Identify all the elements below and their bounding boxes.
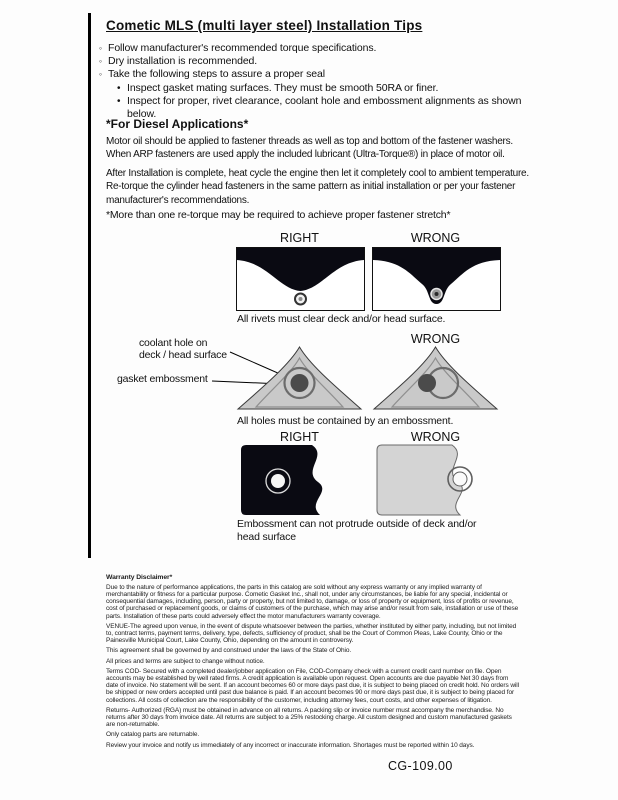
rivet-right-illustration <box>237 248 364 310</box>
row1-wrong-label: WRONG <box>410 231 461 245</box>
bullet-marker: • <box>117 82 121 94</box>
left-border-rule <box>88 13 91 558</box>
warranty-paragraph-4: All prices and terms are subject to change without notice. <box>106 657 265 665</box>
row1-caption: All rivets must clear deck and/or head surface. <box>237 313 446 325</box>
row2-wrong-label: WRONG <box>410 332 461 346</box>
diesel-paragraph-2: After Installation is complete, heat cycle the engine then let it completely cool to ambient temperature. Re-torque the cylinder head fasteners in the same pattern as initial installation or per your fastener manufacturer's recommendations. <box>106 168 529 206</box>
diagram-rivet-right <box>236 247 365 311</box>
warranty-paragraph-2: VENUE-The agreed upon venue, in the event of dispute whatsoever between the parties, whether instituted by either party, including, but not limited to, contract terms, payment terms, delivery, type, defects, sufficiency of product, shall be the Court of Common Pleas, Lake County, Ohio or the Painesville Municipal Court, Lake County, Ohio, depending on the amount in controversy. <box>106 622 517 645</box>
deck-surface-shape <box>237 248 364 291</box>
row2-caption: All holes must be contained by an embossment. <box>237 415 454 427</box>
warranty-paragraph-1: Due to the nature of performance applications, the parts in this catalog are sold without any express warranty or any implied warranty of merchantability or fitness for a particular purpose. Cometic Gasket Inc., shall not, under any circumstances, be liable for any special, incidental or consequential damages, including, person, party or property, but not limited to, damage, or loss of property or equipment, loss of profits or revenue, cost of purchased or replacement goods, or claims of customers of the purchase, which may arise and/or result from sale, installation or use of these parts. Installation of these parts could adversely effect the motor manufacturers warranty coverage. <box>106 583 519 620</box>
coolant-hole-shape <box>291 374 309 392</box>
embossment-right-illustration <box>236 345 363 411</box>
deck-edge-shape <box>377 445 462 515</box>
list-item <box>99 42 544 55</box>
warranty-paragraph-5: Terms COD- Secured with a completed dealer/jobber application on File, COD-Company check with a current credit card number on file. Open accounts may be established by well rated firms. A credit application is available upon request. Open accounts are due payable Net 30 days from date of invoice. No statement will be sent. If an account becomes 60 or more days past due, it is subject to being placed on credit hold. No orders will be shipped or new orders accepted until past due balance is paid. If an account becomes 90 or more days past due, it is subject to being placed for collections. All costs of collection are the responsibility of the customer, including attorney fees, court costs, and other expenses of litigation. <box>106 667 519 704</box>
warranty-paragraph-8: Review your invoice and notify us immediately of any incorrect or inaccurate information. Shortages must be reported within 10 days. <box>106 741 475 749</box>
rivet-center <box>435 292 439 296</box>
rivet-center <box>299 297 303 301</box>
callout-text-line: coolant hole on <box>139 337 208 349</box>
bullet-marker: • <box>117 95 121 107</box>
bullet-marker: ◦ <box>99 69 102 80</box>
list-item <box>99 68 544 81</box>
bullet-text: Inspect gasket mating surfaces. They must be smooth 50RA or finer. <box>127 81 439 94</box>
callout-text-line: deck / head surface <box>139 348 227 361</box>
diagram-protrusion-wrong <box>372 444 499 516</box>
warranty-heading: Warranty Disclaimer* <box>106 574 173 581</box>
callout-coolant-hole <box>139 338 227 361</box>
protrusion-right-illustration <box>236 444 363 516</box>
diesel-applications-heading: *For Diesel Applications* <box>106 117 249 131</box>
diagram-embossment-right <box>236 345 363 411</box>
diagram-protrusion-right <box>236 444 363 516</box>
list-item <box>117 82 544 95</box>
bullet-marker: ◦ <box>99 56 102 67</box>
diesel-paragraph-1: Motor oil should be applied to fastener threads as well as top and bottom of the fastener washers. When ARP fasteners are used apply the included lubricant (Ultra-Torque®) in place of motor oil. <box>106 136 513 161</box>
list-item <box>99 55 544 68</box>
row3-caption: Embossment can not protrude outside of deck and/or head surface <box>237 518 477 543</box>
gasket-corner-shape <box>374 347 497 409</box>
warranty-paragraph-3: This agreement shall be governed by and construed under the laws of the State of Ohio. <box>106 647 352 655</box>
callout-gasket-embossment: gasket embossment <box>117 373 208 385</box>
retorque-note: *More than one re-torque may be required to achieve proper fastener stretch* <box>106 209 451 221</box>
row1-right-label: RIGHT <box>280 231 319 245</box>
diagram-embossment-wrong <box>372 345 499 411</box>
bullet-text: Dry installation is recommended. <box>108 55 258 68</box>
warranty-paragraph-6: Returns- Authorized (RGA) must be obtained in advance on all returns. A packing slip or invoice number must accompany the merchandise. No returns after 30 days from invoice date. All returns are subject to a 25% restocking charge. All custom designed and custom manufactured gaskets are non-returnable. <box>106 706 512 729</box>
hole-shape <box>271 474 285 488</box>
warranty-paragraph-7: Only catalog parts are returnable. <box>106 731 200 739</box>
warranty-section <box>106 574 522 752</box>
bullet-text: Take the following steps to assure a proper seal <box>108 68 325 81</box>
protrusion-wrong-illustration <box>372 444 499 516</box>
bullet-text: Inspect for proper, rivet clearance, coolant hole and embossment alignments as shown below. <box>127 94 522 121</box>
rivet-wrong-illustration <box>373 248 500 310</box>
bullet-text: Follow manufacturer's recommended torque specifications. <box>108 42 377 54</box>
tips-list <box>99 42 544 121</box>
hole-shape <box>453 472 467 486</box>
coolant-hole-shape <box>418 374 436 392</box>
page-code: CG-109.00 <box>388 759 453 773</box>
row3-wrong-label: WRONG <box>410 430 461 444</box>
row3-right-label: RIGHT <box>280 430 319 444</box>
diagram-rivet-wrong <box>372 247 501 311</box>
bullet-marker: ◦ <box>99 43 102 53</box>
page-title: Cometic MLS (multi layer steel) Installation Tips <box>106 18 423 33</box>
embossment-wrong-illustration <box>372 345 499 411</box>
